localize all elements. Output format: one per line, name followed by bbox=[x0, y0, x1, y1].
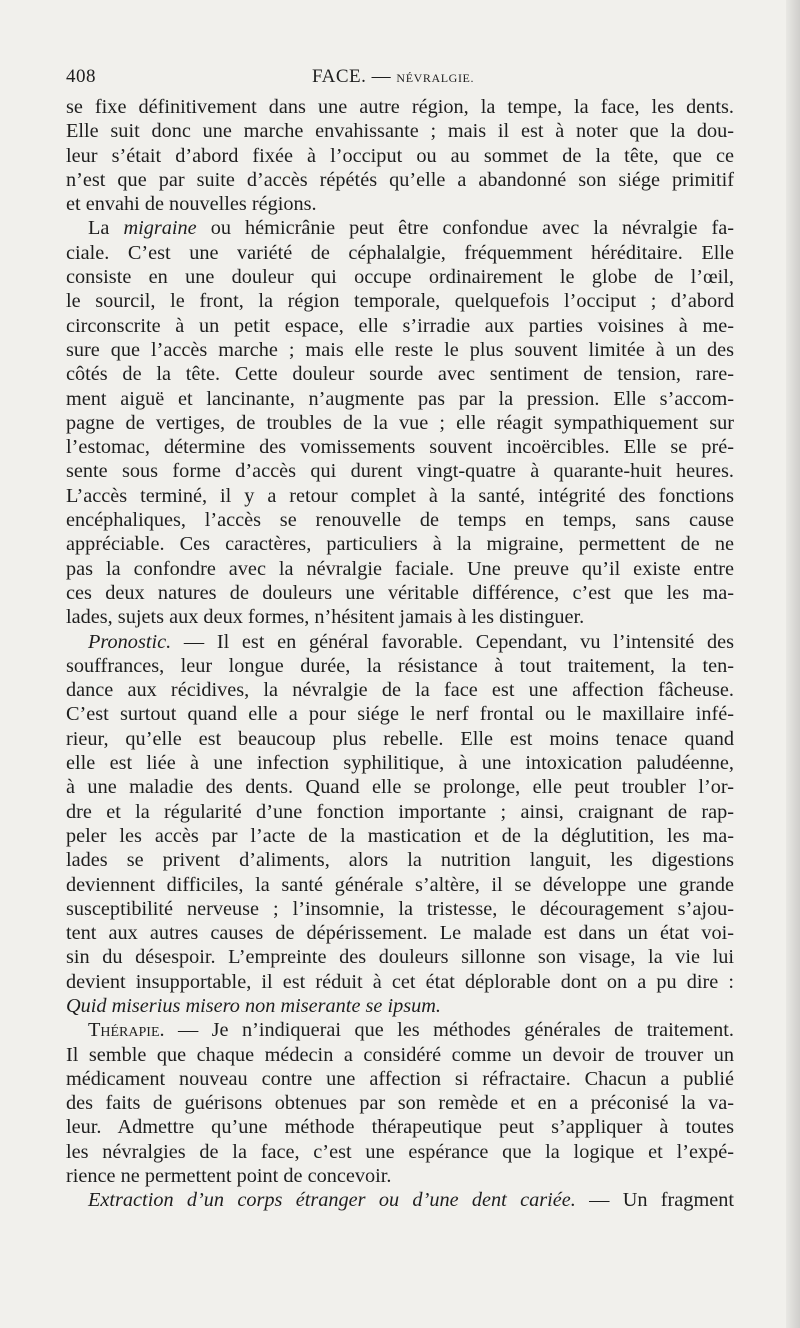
text-line: les névralgies de la face, c’est une espérance que la logique et l’expé- bbox=[66, 1140, 734, 1163]
text-line: susceptibilité nerveuse ; l’insomnie, la tristesse, le découragement s’ajou- bbox=[66, 897, 734, 920]
text-line: Il semble que chaque médecin a considéré comme un devoir de trouver un bbox=[66, 1043, 734, 1066]
running-title-main: FACE. — bbox=[312, 66, 397, 87]
text-line: peler les accès par l’acte de la mastication et de la déglutition, les ma- bbox=[66, 824, 734, 847]
text-line: des faits de guérisons obtenues par son remède et en a préconisé la va- bbox=[66, 1092, 734, 1115]
text-line: sin du désespoir. L’empreinte des douleurs sillonne son visage, la vie lui bbox=[66, 946, 734, 969]
page-number: 408 bbox=[66, 66, 96, 87]
text-line: tent aux autres causes de dépérissement. Le malade est dans un état voi- bbox=[66, 922, 734, 945]
text-line: ces deux natures de douleurs une véritable différence, c’est que les ma- bbox=[66, 581, 734, 604]
text-line: ciale. C’est une variété de céphalalgie, fréquemment héréditaire. Elle bbox=[66, 241, 734, 264]
running-head bbox=[66, 66, 734, 90]
text-line: ment aiguë et lancinante, n’augmente pas par la pression. Elle s’accom- bbox=[66, 387, 734, 410]
running-title-sub: NÉVRALGIE. bbox=[396, 71, 475, 85]
text-line: dance aux récidives, la névralgie de la face est une affection fâcheuse. bbox=[66, 679, 734, 702]
text-line: circonscrite à un petit espace, elle s’irradie aux parties voisines à me- bbox=[66, 314, 734, 337]
running-title bbox=[312, 66, 474, 88]
body-text bbox=[66, 95, 734, 1213]
text-line: souffrances, leur longue durée, la résistance à tout traitement, la ten- bbox=[66, 654, 734, 677]
term-migraine: migraine bbox=[123, 217, 197, 240]
text-line: l’estomac, détermine des vomissements souvent incoërcibles. Elle se pré- bbox=[66, 436, 734, 459]
paragraph-therapie-start bbox=[66, 1018, 734, 1042]
text-line: côtés de la tête. Cette douleur sourde avec sentiment de tension, rare- bbox=[66, 363, 734, 386]
text-line: consiste en une douleur qui occupe ordinairement le globe de l’œil, bbox=[66, 266, 734, 289]
heading-therapie: Thérapie. bbox=[88, 1019, 165, 1042]
text-line: leur s’était d’abord fixée à l’occiput ou au sommet de la tête, que ce bbox=[66, 144, 734, 167]
text-line: lades, sujets aux deux formes, n’hésitent jamais à les distinguer. bbox=[66, 606, 585, 629]
text-line: se fixe définitivement dans une autre région, la tempe, la face, les dents. bbox=[66, 96, 734, 118]
text-line: leur. Admettre qu’une méthode thérapeutique peut s’appliquer à toutes bbox=[66, 1116, 734, 1139]
page-edge-shadow bbox=[786, 0, 800, 1328]
paragraph-pronostic-start bbox=[66, 630, 734, 654]
latin-quotation: Quid miserius misero non miserante se ipsum. bbox=[66, 994, 442, 1017]
text-line: rieur, qu’elle est beaucoup plus rebelle. Elle est moins tenace quand bbox=[66, 727, 734, 750]
text-line: encéphaliques, l’accès se renouvelle de temps en temps, sans cause bbox=[66, 509, 734, 532]
text-line: à une maladie des dents. Quand elle se prolonge, elle peut troubler l’or- bbox=[66, 776, 734, 799]
text-line: Elle suit donc une marche envahissante ; mais il est à noter que la dou- bbox=[66, 120, 734, 143]
text-run: — Un fragment bbox=[575, 1189, 734, 1212]
text-line: sure que l’accès marche ; mais elle reste le plus souvent limitée à un des bbox=[66, 338, 734, 361]
text-line: devient insupportable, il est réduit à cet état déplorable dont on a pu dire : bbox=[66, 970, 734, 993]
text-line: pas la confondre avec la névralgie faciale. Une preuve qu’il existe entre bbox=[66, 557, 734, 580]
heading-pronostic: Pronostic. bbox=[88, 630, 172, 653]
text-line: dre et la régularité d’une fonction importante ; ainsi, craignant de rap- bbox=[66, 800, 734, 823]
text-line: pagne de vertiges, de troubles de la vue ; elle réagit sympathiquement sur bbox=[66, 411, 734, 434]
text-line: n’est que par suite d’accès répétés qu’elle a abandonné son siége primitif bbox=[66, 168, 734, 191]
text-line: deviennent difficiles, la santé générale s’altère, il se développe une grande bbox=[66, 873, 734, 896]
paragraph-migraine-start bbox=[66, 216, 734, 240]
paragraph-extraction-start bbox=[66, 1188, 734, 1212]
text-line: L’accès terminé, il y a retour complet à la santé, intégrité des fonctions bbox=[66, 484, 734, 507]
text-run: ou hémicrânie peut être confondue avec la névralgie fa- bbox=[196, 217, 735, 240]
text-line: lades se privent d’aliments, alors la nutrition languit, les digestions bbox=[66, 849, 734, 872]
text-line: rience ne permettent point de concevoir. bbox=[66, 1165, 392, 1188]
text-run: — Je n’indiquerai que les méthodes générales de traitement. bbox=[164, 1019, 734, 1042]
text-line: appréciable. Ces caractères, particuliers à la migraine, permettent de ne bbox=[66, 533, 734, 556]
text-run: La bbox=[88, 217, 124, 240]
text-line: médicament nouveau contre une affection si réfractaire. Chacun a publié bbox=[66, 1067, 734, 1090]
text-line: C’est surtout quand elle a pour siége le nerf frontal ou le maxillaire infé- bbox=[66, 703, 734, 726]
heading-extraction: Extraction d’un corps étranger ou d’une dent cariée. bbox=[88, 1189, 576, 1212]
text-run: — Il est en général favorable. Cependant, vu l’intensité des bbox=[171, 630, 734, 653]
text-line: le sourcil, le front, la région temporale, quelquefois l’occiput ; d’abord bbox=[66, 290, 734, 313]
text-line: et envahi de nouvelles régions. bbox=[66, 193, 317, 216]
text-line: elle est liée à une infection syphilitique, à une intoxication paludéenne, bbox=[66, 752, 734, 775]
text-line: sente sous forme d’accès qui durent vingt-quatre à quarante-huit heures. bbox=[66, 460, 734, 483]
